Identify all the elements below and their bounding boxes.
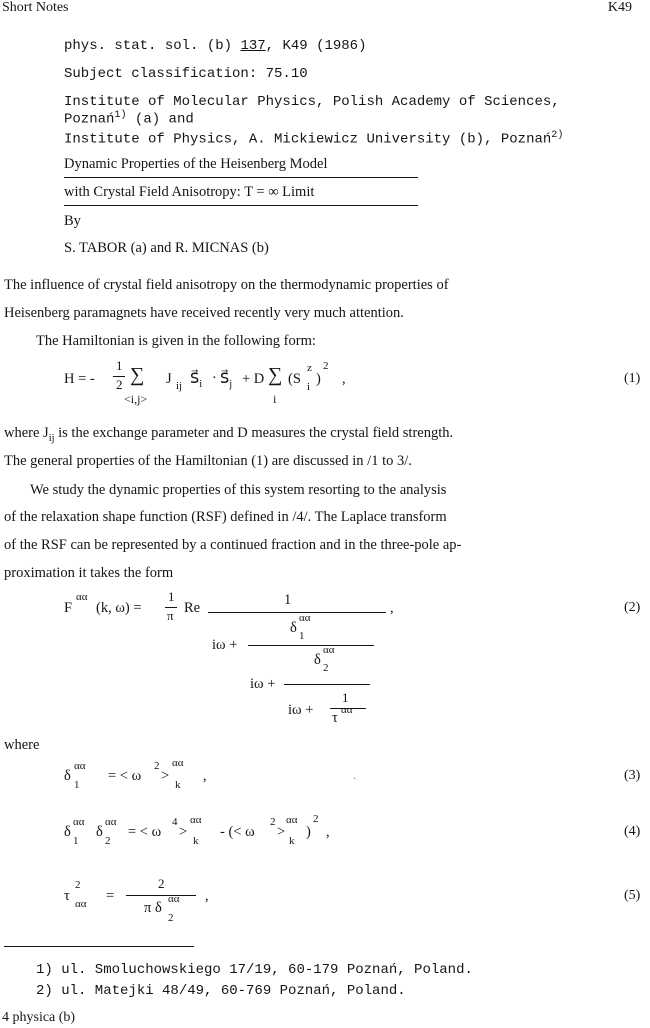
eq4-rhs2-end: ): [306, 824, 311, 840]
paragraph-4-line-4: proximation it takes the form: [4, 565, 174, 581]
paragraph-2: The Hamiltonian is given in the following form:: [36, 333, 316, 349]
eq4-lhs1-sup: αα: [73, 816, 85, 828]
eq1-sum-2-sub: i: [273, 392, 277, 406]
eq1-term-close: ): [316, 371, 321, 387]
eq4-comma: ,: [326, 824, 330, 840]
eq3-lhs: δ: [64, 768, 71, 784]
authors: S. TABOR (a) and R. MICNAS (b): [64, 240, 269, 256]
where-label: where: [4, 737, 40, 753]
eq5-comma: ,: [205, 888, 209, 904]
eq3-rhs-sup: 2: [154, 760, 160, 772]
eq2-comma: ,: [390, 600, 394, 616]
eq2-num: 1: [284, 592, 292, 608]
eq1-lhs: H = -: [64, 371, 95, 387]
eq1-term: (S: [288, 371, 301, 387]
footnote-ref-2: 2): [551, 130, 564, 141]
eq5-lhs-sup: 2: [75, 879, 81, 891]
eq4-lhs1-sub: 1: [73, 835, 79, 847]
eq2-main-bar: [208, 612, 386, 613]
eq2-d1: δ: [290, 620, 297, 636]
eq1-term-sup: z: [307, 362, 312, 374]
eq4-rhs1-close: >: [179, 824, 188, 840]
eq1-sum-1: ∑: [130, 364, 145, 386]
title-line-2: with Crystal Field Anisotropy: T = ∞ Limit: [64, 184, 315, 200]
eq2-coef-den: π: [167, 608, 174, 623]
eq4-rhs1: = < ω: [128, 824, 162, 840]
eq1-plus-D: + D: [242, 371, 265, 387]
subject-classification: Subject classification: 75.10: [64, 66, 308, 82]
eq2-tau-sup: αα: [341, 704, 353, 716]
eq2-iw-1: iω +: [212, 637, 238, 653]
by-label: By: [64, 213, 81, 229]
eq5-den-sup: αα: [168, 893, 180, 905]
page-footer: 4 physica (b): [2, 1010, 76, 1025]
eq2-tau: τ: [332, 710, 338, 726]
eq3-number: (3): [624, 768, 641, 783]
eq3-comma: ,: [203, 768, 207, 784]
eq2-F: F: [64, 600, 73, 616]
eq2-args: (k, ω) =: [96, 600, 142, 616]
p3-J-subscript: ij: [48, 432, 55, 444]
eq3-mark: ·: [353, 774, 357, 785]
eq3-rhs-sup2: αα: [172, 757, 184, 769]
citation: [64, 38, 366, 54]
eq4-rhs1-sub: k: [193, 835, 199, 847]
affiliation-line-3: [64, 130, 563, 148]
eq4-rhs2-close: >: [277, 824, 286, 840]
eq1-comma: ,: [342, 371, 346, 387]
eq4-power: 2: [313, 813, 319, 825]
eq4-lhs1: δ: [64, 824, 71, 840]
eq4-rhs2-sup2: αα: [286, 814, 298, 826]
eq5-number: (5): [624, 888, 641, 903]
eq3-rhs-sub: k: [175, 779, 181, 791]
eq1-dot: ·: [212, 370, 217, 386]
eq2-d1-sup: αα: [299, 612, 311, 624]
eq5-frac-bar: [126, 895, 196, 896]
footnote-2: 2) ul. Matejki 48/49, 60-769 Poznań, Poland.: [36, 983, 406, 999]
eq2-d1-sub: 1: [299, 630, 305, 642]
eq5-den: π δ: [144, 900, 162, 916]
eq2-d2-sub: 2: [323, 662, 329, 674]
p3-exchange-text: is the exchange parameter and D measures the crystal field strength.: [54, 425, 454, 441]
eq3-rhs: = < ω: [108, 768, 142, 784]
p3-where-J: where J: [4, 425, 49, 441]
paragraph-1-line-1: The influence of crystal field anisotropy on the thermodynamic properties of: [4, 277, 449, 293]
eq1-number: (1): [624, 371, 641, 386]
eq5-eq: =: [106, 888, 115, 904]
running-head-left: Short Notes: [2, 0, 69, 15]
eq1-term-sub: i: [307, 381, 311, 393]
affiliation-line-1: Institute of Molecular Physics, Polish Academy of Sciences,: [64, 94, 560, 110]
eq2-iw-3: iω +: [288, 702, 314, 718]
eq2-tau-num: 1: [342, 690, 349, 705]
eq4-rhs2-sup: 2: [270, 816, 276, 828]
paragraph-3-line-1: [4, 425, 453, 444]
eq4-lhs2-sub: 2: [105, 835, 111, 847]
eq4-rhs1-sup: 4: [172, 816, 178, 828]
eq4-rhs1-sup2: αα: [190, 814, 202, 826]
page-number: K49: [607, 0, 632, 15]
eq3-rhs-close: >: [161, 768, 170, 784]
title-line-1: Dynamic Properties of the Heisenberg Model: [64, 156, 328, 172]
eq2-iw-2: iω +: [250, 676, 276, 692]
eq1-power: 2: [323, 360, 329, 372]
paragraph-1-line-2: Heisenberg paramagnets have received recently very much attention.: [4, 305, 404, 321]
eq1-Sj: $S⃗_j$: [220, 371, 233, 390]
eq1-sum-1-sub: <i,j>: [124, 392, 148, 406]
eq1-sum-2: ∑: [268, 364, 283, 386]
eq2-d2: δ: [314, 652, 321, 668]
eq4-rhs2-sub: k: [289, 835, 295, 847]
eq2-bar-2: [248, 645, 374, 646]
eq2-coef-num: 1: [168, 589, 175, 604]
title-underline-2: [64, 205, 418, 206]
affiliation-text-b: Institute of Physics, A. Mickiewicz University (b), Poznań: [64, 131, 552, 148]
affiliation-line-2: [64, 110, 194, 128]
eq2-d2-sup: αα: [323, 644, 335, 656]
eq1-frac-num: 1: [116, 358, 123, 373]
eq4-lhs2: δ: [96, 824, 103, 840]
affiliation-city: Poznań: [64, 111, 115, 128]
eq1-frac-den: 2: [116, 377, 123, 392]
footnote-separator: [4, 946, 194, 947]
citation-journal: phys. stat. sol. (b): [64, 38, 241, 54]
title-underline-1: [64, 177, 418, 178]
paragraph-4-line-3: of the RSF can be represented by a continued fraction and in the three-pole ap-: [4, 537, 462, 553]
eq4-rhs2: - (< ω: [220, 824, 255, 840]
eq1-J: J: [166, 371, 172, 387]
eq2-Re: Re: [184, 600, 201, 616]
eq5-num: 2: [158, 876, 165, 891]
eq5-lhs: τ: [64, 888, 70, 904]
footnote-ref-1: 1): [114, 110, 127, 121]
citation-volume: 137: [240, 38, 266, 54]
footnote-1: 1) ul. Smoluchowskiego 17/19, 60-179 Poznań, Poland.: [36, 962, 473, 978]
eq3-lhs-sup: αα: [74, 760, 86, 772]
paragraph-4-line-1: We study the dynamic properties of this system resorting to the analysis: [30, 482, 447, 498]
eq2-F-sup: αα: [76, 591, 88, 603]
eq3-lhs-sub: 1: [74, 779, 80, 791]
eq4-number: (4): [624, 824, 641, 839]
eq1-J-sub: ij: [176, 380, 183, 392]
eq4-lhs2-sup: αα: [105, 816, 117, 828]
eq5-den-sub: 2: [168, 912, 174, 924]
eq2-bar-3: [284, 684, 370, 685]
eq2-number: (2): [624, 600, 641, 615]
paragraph-3-line-2: The general properties of the Hamiltonian (1) are discussed in /1 to 3/.: [4, 453, 412, 469]
eq1-Si: $S⃗_i$: [190, 371, 203, 390]
eq5-lhs-sub: αα: [75, 898, 87, 910]
paragraph-4-line-2: of the relaxation shape function (RSF) defined in /4/. The Laplace transform: [4, 509, 447, 525]
citation-pages-year: , K49 (1986): [265, 38, 367, 54]
affiliation-label-a: (a) and: [126, 111, 194, 128]
